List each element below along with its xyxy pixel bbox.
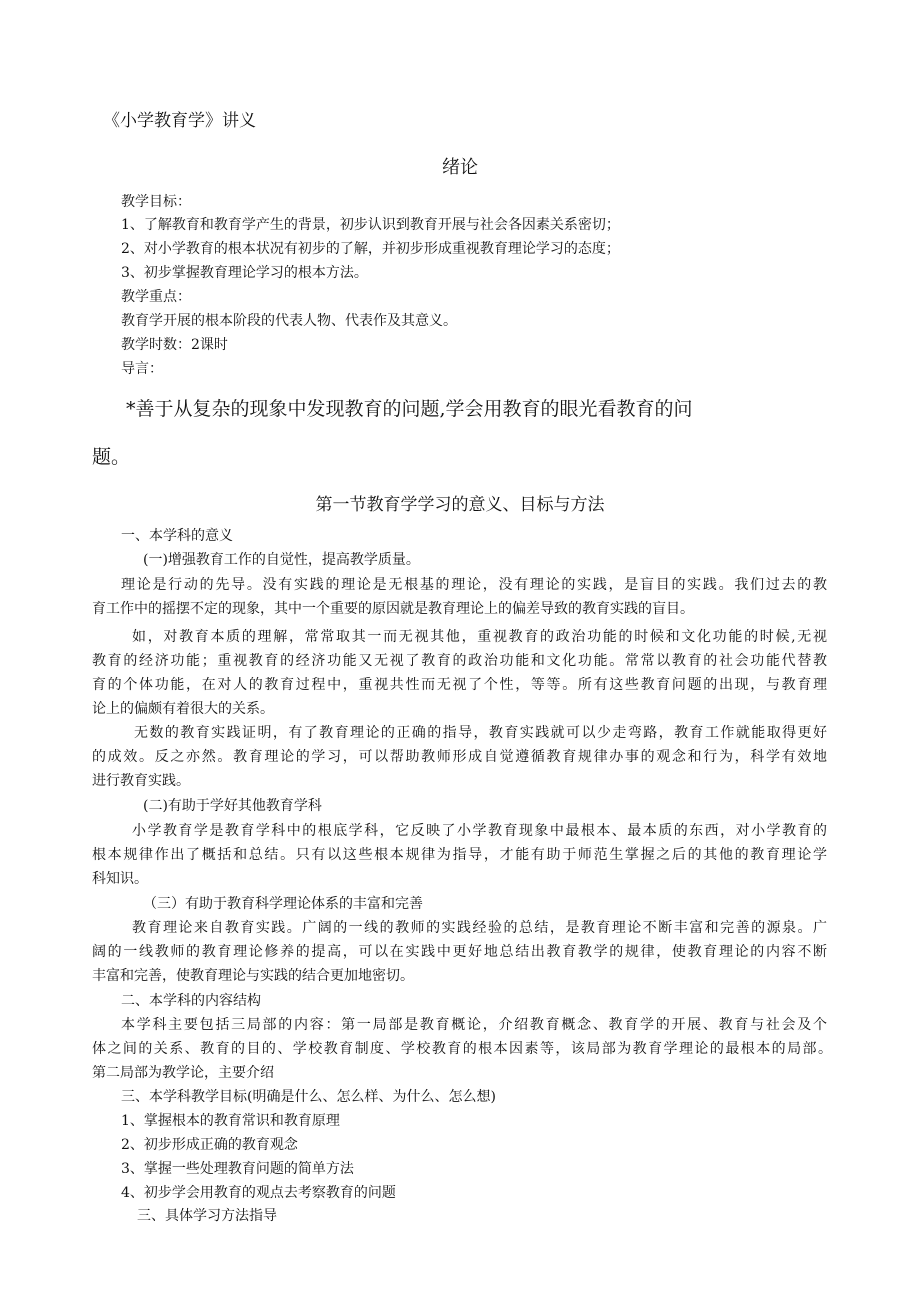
- heading-2: 二、本学科的内容结构: [121, 993, 261, 1009]
- paragraph-line: 进行教育实践。: [92, 773, 190, 789]
- goal-item: 1、掌握根本的教育常识和教育原理: [121, 1113, 340, 1129]
- goals-label: 教学目标：: [121, 194, 191, 210]
- subheading: (一)增强教育工作的自觉性，提高教学质量。: [143, 552, 420, 568]
- subheading: （三）有助于教育科学理论体系的丰富和完善: [143, 896, 423, 912]
- goal-item: 2、初步形成正确的教育观念: [121, 1137, 298, 1153]
- goal-item: 3、初步掌握教育理论学习的根本方法。: [121, 265, 368, 281]
- goal-item: 3、掌握一些处理教育问题的简单方法: [121, 1161, 354, 1177]
- chapter-title: 绪论: [442, 157, 478, 178]
- paragraph-line: 无数的教育实践证明，有了教育理论的正确的指导，教育实践就可以少走弯路，教育工作就能取得更好: [134, 725, 827, 741]
- goal-item: 2、对小学教育的根本状况有初步的了解，并初步形成重视教育理论学习的态度；: [121, 241, 620, 257]
- intro-line: 题。: [92, 446, 131, 468]
- paragraph-line: 本学科主要包括三局部的内容：第一局部是教育概论，介绍教育概念、教育学的开展、教育与社会及个: [121, 1017, 827, 1033]
- paragraph-line: 理论是行动的先导。没有实践的理论是无根基的理论，没有理论的实践，是盲目的实践。我们过去的教: [121, 577, 827, 593]
- paragraph-line: 小学教育学是教育学科中的根底学科，它反映了小学教育现象中最根本、最本质的东西，对小学教育的: [132, 823, 827, 839]
- key-text: 教育学开展的根本阶段的代表人物、代表作及其意义。: [121, 313, 457, 329]
- paragraph-line: 论上的偏颇有着很大的关系。: [92, 701, 274, 717]
- subheading: (二)有助于学好其他教育学科: [143, 798, 322, 814]
- paragraph-line: 的成效。反之亦然。教育理论的学习，可以帮助教师形成自觉遵循教育规律办事的观念和行为，科学有效地: [92, 749, 827, 765]
- paragraph-line: 体之间的关系、教育的目的、学校教育制度、学校教育的根本因素等，该局部为教育学理论的最根本的局部。: [92, 1041, 832, 1057]
- hours-text: 教学时数：2课时: [121, 337, 228, 353]
- goal-item: 1、了解教育和教育学产生的背景，初步认识到教育开展与社会各因素关系密切；: [121, 217, 620, 233]
- paragraph-line: 丰富和完善，使教育理论与实践的结合更加地密切。: [92, 968, 414, 984]
- intro-line: *善于从复杂的现象中发现教育的问题,学会用教育的眼光看教育的问: [126, 398, 693, 420]
- paragraph-line: 育工作中的摇摆不定的现象，其中一个重要的原因就是教育理论上的偏差导致的教育实践的盲目。: [92, 601, 694, 617]
- paragraph-line: 教育的经济功能；重视教育的经济功能又无视了教育的政治功能和文化功能。常常以教育的社会功能代替教: [92, 653, 827, 669]
- goal-item: 4、初步学会用教育的观点去考察教育的问题: [121, 1185, 396, 1201]
- heading-4: 三、具体学习方法指导: [137, 1208, 277, 1224]
- heading-1: 一、本学科的意义: [121, 528, 233, 544]
- heading-3: 三、本学科教学目标(明确是什么、怎么样、为什么、怎么想): [121, 1089, 496, 1105]
- paragraph-line: 第二局部为教学论，主要介绍: [92, 1065, 274, 1081]
- key-label: 教学重点：: [121, 289, 191, 305]
- paragraph-line: 教育理论来自教育实践。广阔的一线的教师的实践经验的总结，是教育理论不断丰富和完善的源泉。广: [132, 920, 827, 936]
- section-title: 第一节教育学学习的意义、目标与方法: [315, 495, 605, 515]
- paragraph-line: 如，对教育本质的理解，常常取其一而无视其他，重视教育的政治功能的时候和文化功能的时候,无视: [132, 629, 827, 645]
- paragraph-line: 阔的一线教师的教育理论修养的提高，可以在实践中更好地总结出教育教学的规律，使教育理论的内容不断: [92, 944, 827, 960]
- document-title: 《小学教育学》讲义: [103, 111, 256, 131]
- paragraph-line: 育的个体功能，在对人的教育过程中，重视共性而无视了个性，等等。所有这些教育问题的出现，与教育理: [92, 677, 827, 693]
- intro-label: 导言：: [121, 361, 163, 377]
- paragraph-line: 根本规律作出了概括和总结。只有以这些根本规律为指导，才能有助于师范生掌握之后的其他的教育理论学: [92, 847, 827, 863]
- paragraph-line: 科知识。: [92, 871, 148, 887]
